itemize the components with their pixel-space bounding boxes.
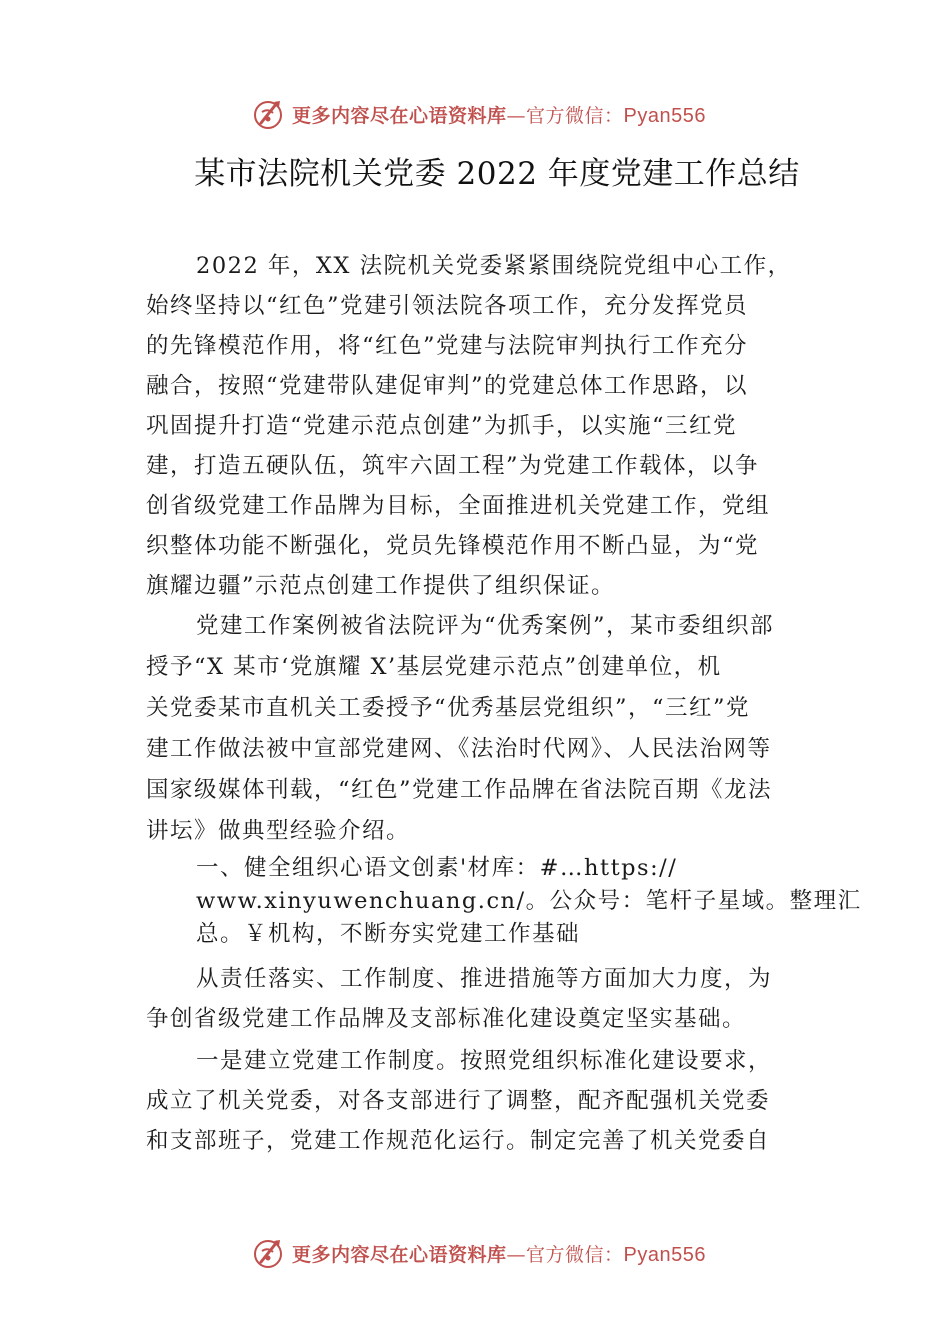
paragraph-foundation: [146, 959, 836, 1039]
banner-site-name: 更多内容尽在心语资料库: [292, 104, 507, 127]
pen-logo-icon: [252, 1236, 286, 1270]
text-line: 讲坛》做典型经验介绍。: [146, 818, 411, 844]
text-line: 创省级党建工作品牌为目标，全面推进机关党建工作，党组: [146, 493, 771, 519]
text-line: 关党委某市直机关工委授予“优秀基层党组织”，“三红”党: [146, 695, 751, 721]
banner-official-label: 官方微信：: [526, 104, 624, 127]
paragraph-honors: [146, 606, 836, 852]
text-line: 一是建立党建工作制度。按照党组织标准化建设要求，: [196, 1048, 773, 1074]
text-line: 旗耀边疆”示范点创建工作提供了组织保证。: [146, 573, 616, 599]
banner-wechat-id: Pyan556: [623, 104, 706, 127]
banner-site-name: 更多内容尽在心语资料库: [292, 1243, 507, 1266]
header-watermark-banner: [0, 94, 950, 134]
document-body: [146, 246, 862, 1161]
text-line: 融合，按照“党建带队建促审判”的党建总体工作思路，以: [146, 373, 749, 399]
text-line: 建，打造五硬队伍，筑牢六固工程”为党建工作载体，以争: [146, 453, 760, 479]
paragraph-intro: [146, 246, 836, 606]
text-line: 2022 年，XX 法院机关党委紧紧围绕院党组中心工作，: [196, 253, 792, 279]
text-line: 和支部班子，党建工作规范化运行。制定完善了机关党委自: [146, 1128, 771, 1154]
text-line: 从责任落实、工作制度、推进措施等方面加大力度，为: [196, 966, 773, 992]
pen-logo-icon: [252, 97, 286, 131]
text-line: 的先锋模范作用，将“红色”党建与法院审判执行工作充分: [146, 333, 749, 359]
footer-watermark-banner: [0, 1233, 950, 1273]
text-line: 始终坚持以“红色”党建引领法院各项工作，充分发挥党员: [146, 293, 749, 319]
text-line: 总。￥机构，不断夯实党建工作基础: [196, 921, 581, 947]
document-title: 某市法院机关党委 2022 年度党建工作总结: [194, 156, 800, 192]
text-line: 建工作做法被中宣部党建网、《法治时代网》、人民法治网等: [146, 736, 772, 762]
text-line: www.xinyuwenchuang.cn/。公众号：笔杆子星域。整理汇: [196, 888, 862, 914]
text-line: 一、健全组织心语文创素'材库：#…https://: [196, 855, 678, 881]
section-heading: [146, 852, 862, 951]
text-line: 巩固提升打造“党建示范点创建”为抓手，以实施“三红党: [146, 413, 738, 439]
banner-dash: —: [506, 1243, 527, 1266]
text-line: 国家级媒体刊载，“红色”党建工作品牌在省法院百期《龙法: [146, 777, 773, 803]
text-line: 成立了机关党委，对各支部进行了调整，配齐配强机关党委: [146, 1088, 771, 1114]
text-line: 争创省级党建工作品牌及支部标准化建设奠定坚实基础。: [146, 1006, 747, 1032]
text-line: 织整体功能不断强化，党员先锋模范作用不断凸显，为“党: [146, 533, 760, 559]
text-line: 授予“X 某市‘党旗耀 X’基层党建示范点”创建单位，机: [146, 654, 722, 680]
banner-official-label: 官方微信：: [526, 1243, 624, 1266]
banner-dash: —: [506, 104, 527, 127]
banner-wechat-id: Pyan556: [623, 1243, 706, 1266]
text-line: 党建工作案例被省法院评为“优秀案例”，某市委组织部: [196, 613, 775, 639]
paragraph-system: [146, 1041, 836, 1161]
